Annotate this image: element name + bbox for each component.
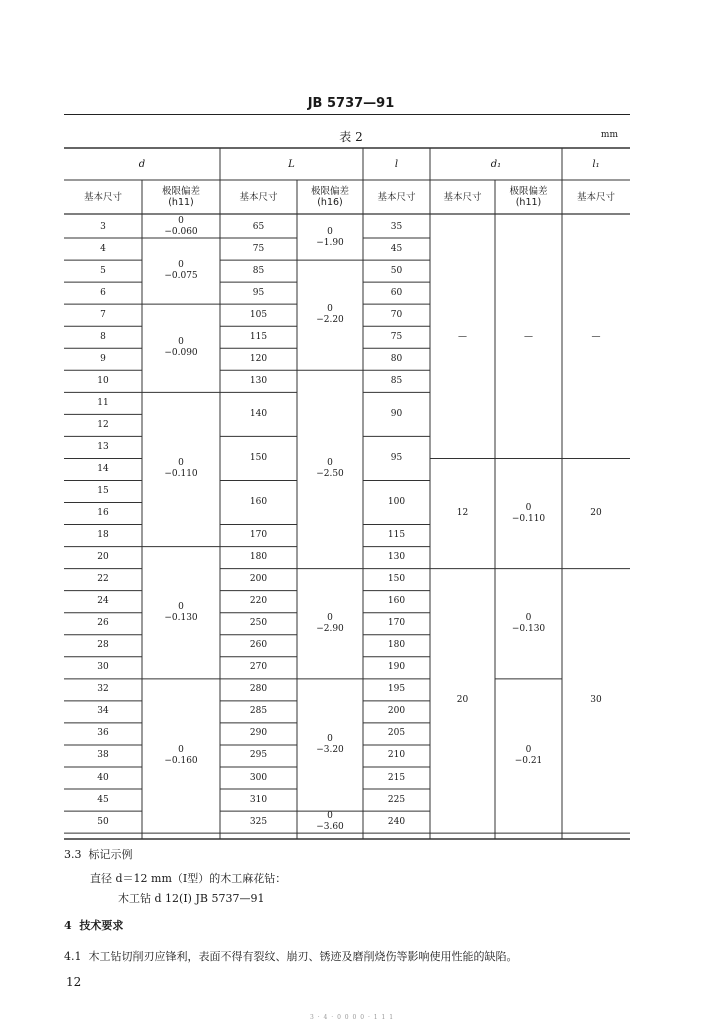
L-basic-cell: 150 xyxy=(249,452,268,463)
l-basic-cell: 210 xyxy=(387,750,406,761)
column-subheader: 基本尺寸 xyxy=(443,191,482,203)
document-header: JB 5737—91 xyxy=(307,96,395,111)
d-basic-cell: 36 xyxy=(97,728,109,739)
d-basic-cell: 6 xyxy=(100,287,106,298)
l-basic-cell: 150 xyxy=(387,574,406,585)
L-deviation-cell: 0 −3.20 xyxy=(316,733,344,755)
L-basic-cell: 105 xyxy=(249,309,268,320)
L-basic-cell: 160 xyxy=(249,497,268,507)
d-deviation-cell: 0 −0.075 xyxy=(164,260,198,282)
d-basic-cell: 30 xyxy=(97,662,109,673)
L-basic-cell: 180 xyxy=(249,552,268,563)
L-basic-cell: 130 xyxy=(249,375,268,386)
l-basic-cell: 225 xyxy=(387,794,406,805)
L-deviation-cell: 0 −2.50 xyxy=(316,458,344,480)
L-basic-cell: 310 xyxy=(249,794,268,805)
L-deviation-cell: 0 −3.60 xyxy=(316,811,344,833)
L-basic-cell: 285 xyxy=(249,706,268,717)
section-4-heading xyxy=(64,917,123,933)
L-basic-cell: 295 xyxy=(249,750,268,761)
column-subheader: 极限偏差 (h11) xyxy=(161,186,200,208)
L-basic-cell: 140 xyxy=(249,408,268,419)
d-basic-cell: 15 xyxy=(97,485,109,496)
L-deviation-cell: 0 −2.90 xyxy=(316,612,344,634)
column-group-header: L xyxy=(288,158,295,170)
marking-example-line2: 木工钻 d 12(Ⅰ) JB 5737—91 xyxy=(118,892,265,905)
d-basic-cell: 12 xyxy=(97,419,109,430)
d-deviation-cell: 0 −0.130 xyxy=(164,601,198,623)
clause-text: 木工钻切削刃应锋利，表面不得有裂纹、崩刃、锈迹及磨削烧伤等影响使用性能的缺陷。 xyxy=(88,950,518,963)
l-basic-cell: 50 xyxy=(390,265,403,276)
section-title: 技术要求 xyxy=(79,919,124,932)
d-basic-cell: 26 xyxy=(97,618,109,629)
d1-deviation-cell: 0 −0.21 xyxy=(514,744,543,766)
d-basic-cell: 4 xyxy=(100,243,106,254)
L-deviation-cell: 0 −1.90 xyxy=(316,227,344,249)
L-basic-cell: 280 xyxy=(249,684,268,695)
L-basic-cell: 120 xyxy=(249,353,268,364)
d1-basic-cell: 20 xyxy=(456,695,469,706)
column-group-header: l xyxy=(394,158,399,170)
l-basic-cell: 80 xyxy=(390,353,403,364)
L-basic-cell: 200 xyxy=(249,574,268,585)
L-basic-cell: 170 xyxy=(249,530,268,541)
d-basic-cell: 8 xyxy=(100,331,106,342)
l-basic-cell: 215 xyxy=(387,772,406,783)
L-basic-cell: 260 xyxy=(249,640,268,651)
d1-deviation-cell: — xyxy=(524,331,533,342)
l-basic-cell: 90 xyxy=(390,408,403,419)
l-basic-cell: 200 xyxy=(387,706,406,717)
clause-number: 4.1 xyxy=(64,950,82,963)
L-basic-cell: 300 xyxy=(249,772,268,783)
l-basic-cell: 160 xyxy=(387,596,406,607)
footer-mark: 3 · 4 · 0 0 0 0 · 1 1 1 xyxy=(310,1014,395,1021)
d-deviation-cell: 0 −0.110 xyxy=(164,458,198,480)
d1-deviation-cell: 0 −0.130 xyxy=(511,612,546,634)
d-basic-cell: 28 xyxy=(97,640,109,651)
table-caption: 表 2 xyxy=(339,130,363,144)
section-title: 标记示例 xyxy=(88,848,133,861)
l-basic-cell: 190 xyxy=(387,662,406,673)
d-basic-cell: 10 xyxy=(97,375,109,386)
L-basic-cell: 95 xyxy=(252,287,265,298)
l-basic-cell: 60 xyxy=(390,287,403,298)
l-basic-cell: 115 xyxy=(387,530,406,541)
l1-basic-cell: 20 xyxy=(590,508,602,519)
l-basic-cell: 45 xyxy=(390,243,403,254)
L-basic-cell: 220 xyxy=(249,596,268,607)
marking-example-line1: 直径 d＝12 mm（Ⅰ型）的木工麻花钻： xyxy=(90,872,287,885)
l-basic-cell: 100 xyxy=(387,497,406,507)
L-deviation-cell: 0 −2.20 xyxy=(316,304,344,326)
l1-basic-cell: — xyxy=(591,331,601,342)
clause-4-1 xyxy=(64,948,518,964)
l-basic-cell: 35 xyxy=(390,221,403,232)
d-basic-cell: 32 xyxy=(97,684,109,695)
d-basic-cell: 38 xyxy=(97,750,109,761)
d-basic-cell: 34 xyxy=(97,706,109,717)
unit-label: mm xyxy=(600,130,618,140)
column-group-header: d₁ xyxy=(490,158,502,170)
column-subheader: 基本尺寸 xyxy=(576,191,615,203)
d-basic-cell: 7 xyxy=(100,309,106,320)
d-basic-cell: 16 xyxy=(97,508,109,519)
d-basic-cell: 18 xyxy=(97,530,109,541)
l-basic-cell: 130 xyxy=(387,552,406,563)
l-basic-cell: 95 xyxy=(390,452,403,463)
d1-basic-cell: — xyxy=(458,331,467,342)
column-subheader: 基本尺寸 xyxy=(377,191,416,203)
d-basic-cell: 24 xyxy=(97,596,109,607)
L-basic-cell: 75 xyxy=(252,243,265,254)
page-number: 12 xyxy=(66,975,82,989)
column-group-header: l₁ xyxy=(592,158,600,170)
d-basic-cell: 40 xyxy=(97,772,109,783)
column-subheader: 基本尺寸 xyxy=(83,191,122,203)
l-basic-cell: 170 xyxy=(387,618,406,629)
l-basic-cell: 180 xyxy=(387,640,406,651)
l-basic-cell: 75 xyxy=(390,331,403,342)
d-deviation-cell: 0 −0.160 xyxy=(164,744,198,766)
L-basic-cell: 250 xyxy=(249,618,268,629)
L-basic-cell: 290 xyxy=(249,728,268,739)
section-3-3-heading xyxy=(64,846,133,862)
d-basic-cell: 5 xyxy=(100,265,106,276)
l1-basic-cell: 30 xyxy=(590,695,602,706)
l-basic-cell: 240 xyxy=(387,816,406,827)
d-basic-cell: 22 xyxy=(97,574,109,585)
column-subheader: 极限偏差 (h16) xyxy=(310,186,349,208)
d-basic-cell: 13 xyxy=(97,441,109,452)
L-basic-cell: 270 xyxy=(249,662,268,673)
d-deviation-cell: 0 −0.060 xyxy=(164,216,198,238)
section-number: 3.3 xyxy=(64,848,82,861)
L-basic-cell: 325 xyxy=(249,816,268,827)
column-subheader: 基本尺寸 xyxy=(239,191,278,203)
column-group-header: d xyxy=(138,158,146,170)
d1-deviation-cell: 0 −0.110 xyxy=(511,502,546,524)
column-subheader: 极限偏差 (h11) xyxy=(509,186,548,208)
l-basic-cell: 85 xyxy=(390,375,403,386)
l-basic-cell: 195 xyxy=(387,684,406,695)
d-basic-cell: 14 xyxy=(97,463,109,474)
L-basic-cell: 65 xyxy=(252,221,265,232)
l-basic-cell: 205 xyxy=(387,728,406,739)
L-basic-cell: 85 xyxy=(252,265,265,276)
section-number: 4 xyxy=(64,919,72,932)
l-basic-cell: 70 xyxy=(390,309,403,320)
d-basic-cell: 3 xyxy=(100,221,106,232)
d-basic-cell: 45 xyxy=(97,794,109,805)
d-basic-cell: 11 xyxy=(97,397,109,408)
d-basic-cell: 50 xyxy=(97,816,109,827)
d-basic-cell: 9 xyxy=(100,353,106,364)
d-basic-cell: 20 xyxy=(97,552,109,563)
d-deviation-cell: 0 −0.090 xyxy=(164,337,198,359)
d1-basic-cell: 12 xyxy=(456,508,469,519)
L-basic-cell: 115 xyxy=(249,331,268,342)
